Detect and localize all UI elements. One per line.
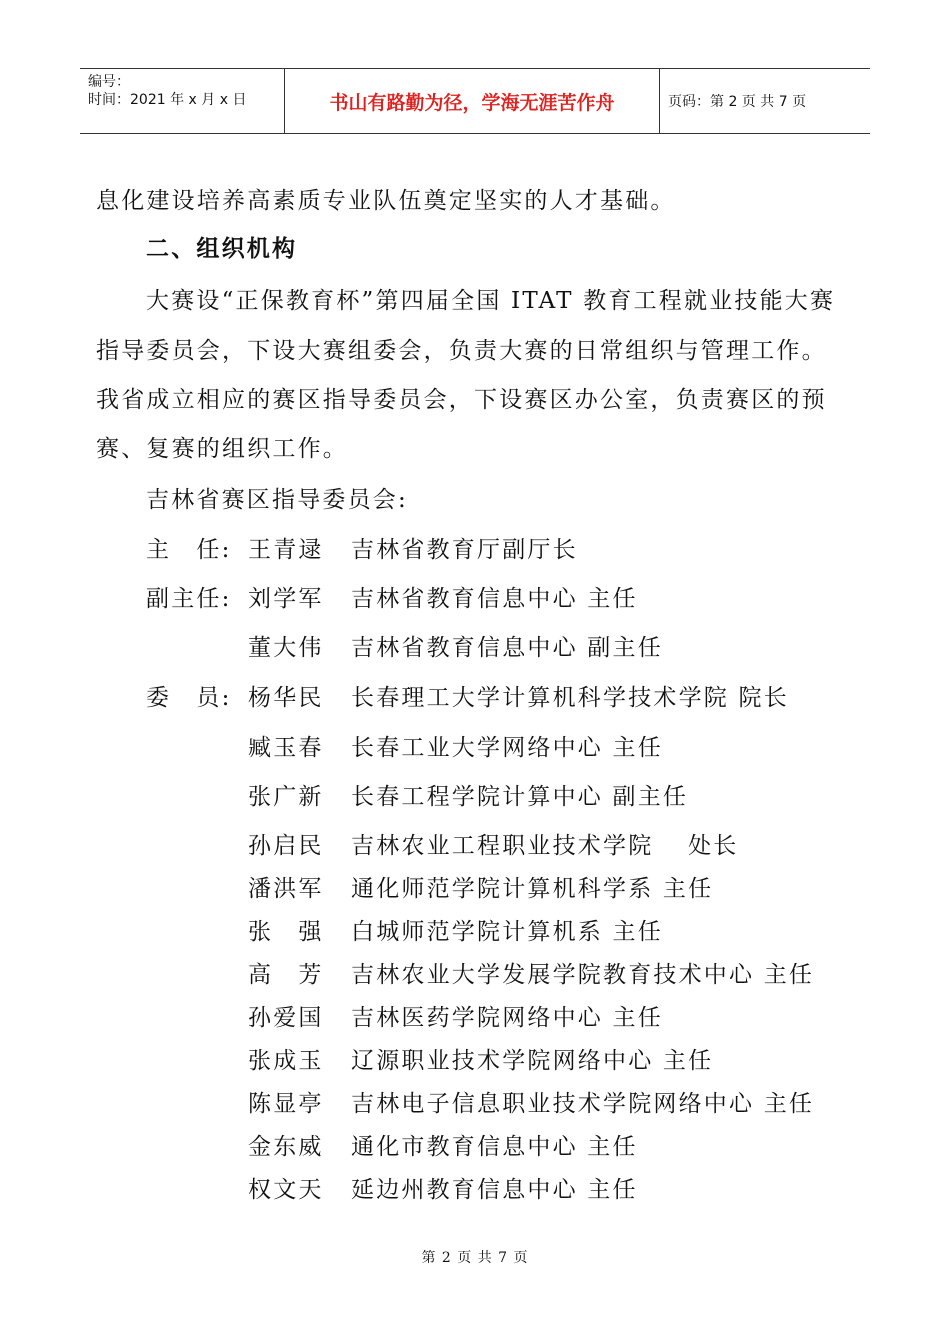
paragraph-line-2: 指导委员会，下设大赛组委会，负责大赛的日常组织与管理工作。: [96, 338, 827, 364]
member-unit: 吉林电子信息职业技术学院网络中心 主任: [351, 1091, 815, 1117]
member-unit: 白城师范学院计算机系 主任: [351, 919, 663, 945]
member-unit: 长春理工大学计算机科学技术学院 院长: [351, 685, 789, 711]
member-unit: 吉林省教育信息中心 主任: [351, 586, 638, 612]
member-name: 王青逯: [248, 537, 324, 563]
member-name: 金东威: [248, 1134, 324, 1160]
header-page-info: 页码：第 2 页 共 7 页: [668, 94, 807, 110]
member-name: 高 芳: [248, 962, 324, 988]
member-unit: 通化市教育信息中心 主任: [351, 1134, 638, 1160]
member-name: 张 强: [248, 919, 324, 945]
member-role: 副主任:: [146, 586, 232, 612]
member-name: 杨华民: [248, 685, 324, 711]
committee-title: 吉林省赛区指导委员会:: [146, 487, 408, 513]
member-role: 主 任:: [146, 537, 232, 563]
member-name: 权文天: [248, 1177, 324, 1203]
member-name: 臧玉春: [248, 735, 324, 761]
member-name: 陈显亭: [248, 1091, 324, 1117]
header-time: 时间：2021 年 x 月 x 日: [88, 92, 247, 108]
member-unit: 长春工业大学网络中心 主任: [351, 735, 663, 761]
member-name: 孙启民: [248, 833, 324, 859]
member-unit: 吉林农业大学发展学院教育技术中心 主任: [351, 962, 815, 988]
member-unit: 吉林农业工程职业技术学院 处长: [351, 833, 739, 859]
member-name: 张广新: [248, 784, 324, 810]
paragraph-line-4: 赛、复赛的组织工作。: [96, 436, 348, 462]
member-name: 刘学军: [248, 586, 324, 612]
section-heading: 二、组织机构: [146, 236, 298, 262]
page-footer: 第 2 页 共 7 页: [421, 1250, 529, 1266]
member-name: 张成玉: [248, 1048, 324, 1074]
member-name: 董大伟: [248, 635, 324, 661]
member-unit: 辽源职业技术学院网络中心 主任: [351, 1048, 714, 1074]
header-motto: 书山有路勤为径，学海无涯苦作舟: [284, 69, 660, 133]
header-meta: [80, 69, 284, 133]
member-name: 潘洪军: [248, 876, 324, 902]
member-role: 委 员:: [146, 685, 232, 711]
member-unit: 通化师范学院计算机科学系 主任: [351, 876, 714, 902]
page-header: [80, 68, 870, 134]
paragraph-line-3: 我省成立相应的赛区指导委员会，下设赛区办公室，负责赛区的预: [96, 387, 827, 413]
member-unit: 长春工程学院计算中心 副主任: [351, 784, 689, 810]
paragraph-line-1: 大赛设“正保教育杯”第四届全国 ITAT 教育工程就业技能大赛: [146, 288, 836, 314]
header-number: 编号：: [88, 74, 130, 90]
member-unit: 吉林省教育厅副厅长: [351, 537, 578, 563]
member-name: 孙爱国: [248, 1005, 324, 1031]
body-line-1: 息化建设培养高素质专业队伍奠定坚实的人才基础。: [96, 188, 676, 214]
member-unit: 吉林医药学院网络中心 主任: [351, 1005, 663, 1031]
member-unit: 吉林省教育信息中心 副主任: [351, 635, 663, 661]
member-unit: 延边州教育信息中心 主任: [351, 1177, 638, 1203]
